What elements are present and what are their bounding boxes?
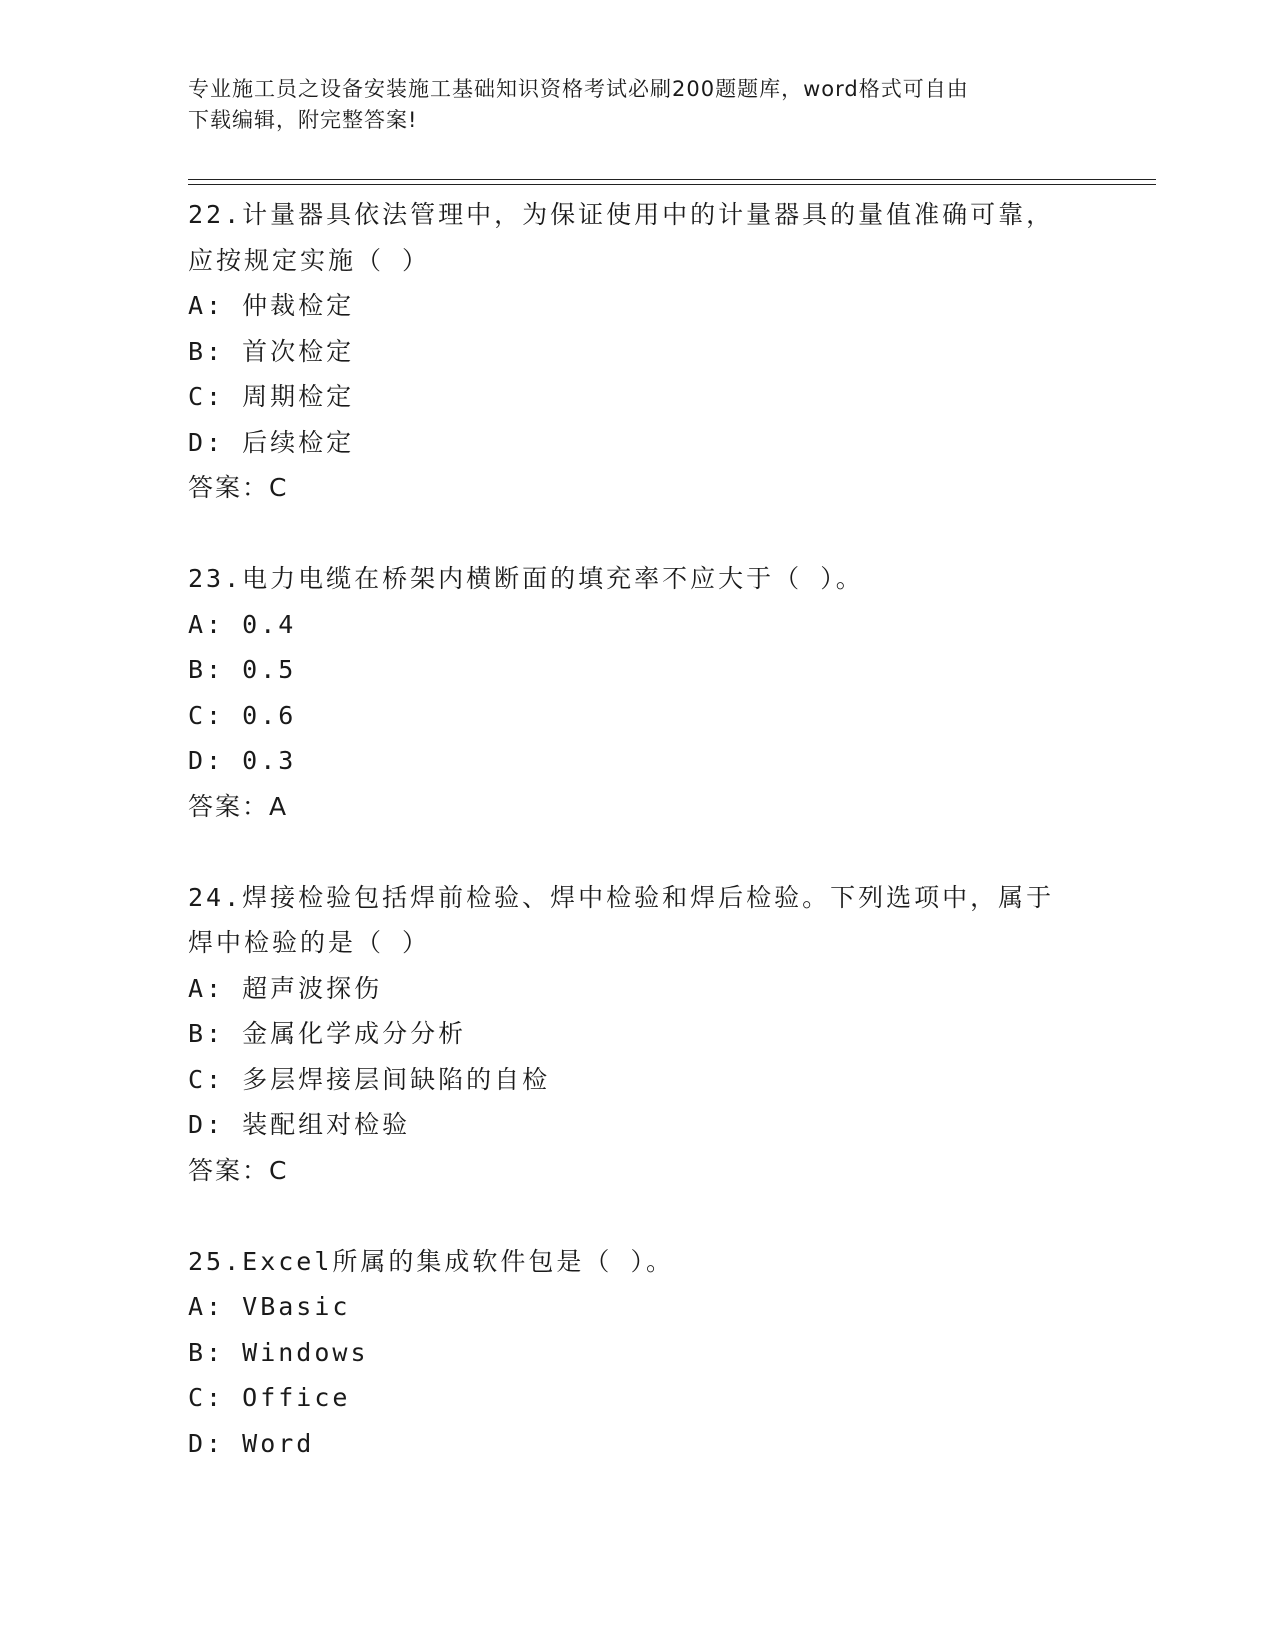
header-line-2: 下载编辑，附完整答案!: [188, 108, 418, 132]
option-b: B: 0.5: [188, 655, 297, 684]
option-c: C: Office: [188, 1383, 351, 1412]
question-22: [188, 192, 1088, 511]
question-stem-continued: 焊中检验的是（ ）: [188, 928, 431, 957]
option-b: B: 首次检定: [188, 336, 355, 366]
question-stem-continued: 应按规定实施（ ）: [188, 245, 431, 275]
header-divider-top: [188, 179, 1156, 180]
question-list: [188, 192, 1088, 1466]
option-d: D: 装配组对检验: [188, 1110, 411, 1139]
option-d: D: 0.3: [188, 746, 297, 775]
option-a: A: 0.4: [188, 609, 297, 639]
question-stem: 24.焊接检验包括焊前检验、焊中检验和焊后检验。下列选项中，属于: [188, 882, 1055, 912]
spacer: [188, 511, 1088, 557]
spacer: [188, 1193, 1088, 1239]
option-c: C: 0.6: [188, 700, 297, 730]
option-b: B: Windows: [188, 1337, 369, 1367]
option-c: C: 周期检定: [188, 382, 355, 411]
option-a: A: 超声波探伤: [188, 973, 383, 1003]
header-divider-bottom: [188, 184, 1156, 185]
question-stem: 23.电力电缆在桥架内横断面的填充率不应大于（ ）。: [188, 564, 864, 593]
document-header: [188, 74, 1068, 136]
question-stem: 25.Excel所属的集成软件包是（ ）。: [188, 1246, 674, 1276]
answer: 答案：A: [188, 791, 289, 821]
question-25: [188, 1239, 1088, 1467]
option-a: A: VBasic: [188, 1292, 351, 1321]
option-a: A: 仲裁检定: [188, 291, 355, 320]
question-stem: 22.计量器具依法管理中，为保证使用中的计量器具的量值准确可靠，: [188, 200, 1055, 229]
question-23: [188, 556, 1088, 829]
header-line-1: 专业施工员之设备安装施工基础知识资格考试必刷200题题库，word格式可自由: [188, 77, 969, 101]
answer: 答案：C: [188, 1155, 289, 1185]
option-d: D: 后续检定: [188, 427, 355, 457]
option-b: B: 金属化学成分分析: [188, 1019, 467, 1048]
answer: 答案：C: [188, 473, 289, 502]
spacer: [188, 829, 1088, 875]
question-24: [188, 875, 1088, 1194]
option-d: D: Word: [188, 1428, 315, 1458]
option-c: C: 多层焊接层间缺陷的自检: [188, 1064, 551, 1094]
